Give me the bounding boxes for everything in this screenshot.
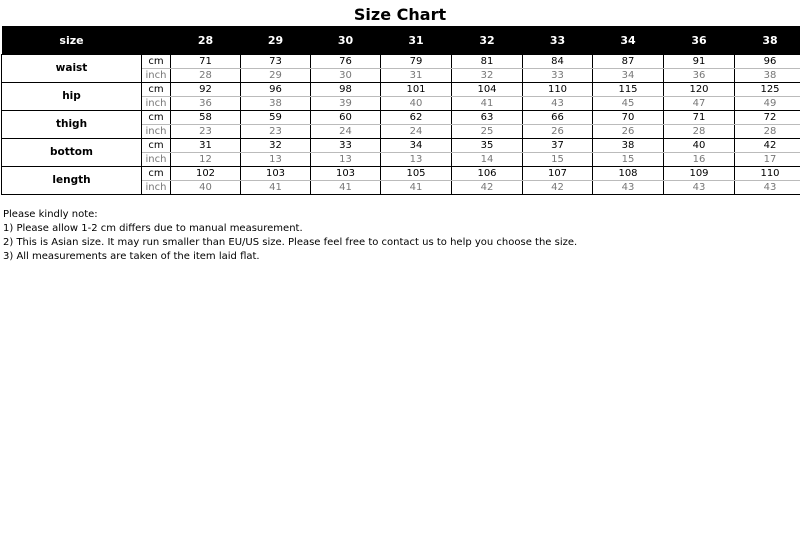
size-value-cell: 28 bbox=[664, 125, 735, 139]
measure-name: bottom bbox=[2, 139, 142, 167]
size-value-cell: 60 bbox=[311, 111, 381, 125]
size-value-cell: 42 bbox=[523, 181, 593, 195]
size-value-cell: 34 bbox=[593, 69, 664, 83]
size-value-cell: 91 bbox=[664, 55, 735, 69]
measure-row-cm bbox=[2, 55, 800, 69]
size-value-cell: 106 bbox=[452, 167, 523, 181]
size-value-cell: 108 bbox=[593, 167, 664, 181]
size-value-cell: 87 bbox=[593, 55, 664, 69]
size-value-cell: 43 bbox=[523, 97, 593, 111]
measure-name: length bbox=[2, 167, 142, 195]
size-value-cell: 110 bbox=[523, 83, 593, 97]
unit-label: cm bbox=[142, 83, 171, 97]
size-value-cell: 28 bbox=[171, 69, 241, 83]
measure-name: waist bbox=[2, 55, 142, 83]
note-item: 3) All measurements are taken of the item laid flat. bbox=[3, 251, 260, 262]
size-value-cell: 76 bbox=[311, 55, 381, 69]
size-value-cell: 33 bbox=[523, 69, 593, 83]
size-value-cell: 29 bbox=[241, 69, 311, 83]
size-value-cell: 36 bbox=[171, 97, 241, 111]
size-value-cell: 49 bbox=[735, 97, 800, 111]
size-value-cell: 30 bbox=[311, 69, 381, 83]
size-value-cell: 28 bbox=[735, 125, 800, 139]
size-value-cell: 38 bbox=[735, 69, 800, 83]
header-size-31: 31 bbox=[381, 26, 452, 55]
size-value-cell: 63 bbox=[452, 111, 523, 125]
size-value-cell: 102 bbox=[171, 167, 241, 181]
size-value-cell: 103 bbox=[311, 167, 381, 181]
unit-label: inch bbox=[142, 125, 171, 139]
size-value-cell: 36 bbox=[664, 69, 735, 83]
notes-section bbox=[3, 208, 793, 264]
header-size-29: 29 bbox=[241, 26, 311, 55]
size-value-cell: 24 bbox=[311, 125, 381, 139]
size-value-cell: 32 bbox=[241, 139, 311, 153]
notes-heading: Please kindly note: bbox=[3, 209, 98, 220]
header-size-38: 38 bbox=[735, 26, 800, 55]
size-value-cell: 12 bbox=[171, 153, 241, 167]
note-item: 2) This is Asian size. It may run smaller than EU/US size. Please feel free to contact us to help you choose the size. bbox=[3, 237, 578, 248]
unit-label: inch bbox=[142, 97, 171, 111]
size-value-cell: 92 bbox=[171, 83, 241, 97]
size-value-cell: 81 bbox=[452, 55, 523, 69]
header-size-label: size bbox=[2, 26, 142, 55]
size-value-cell: 37 bbox=[523, 139, 593, 153]
size-value-cell: 125 bbox=[735, 83, 800, 97]
size-value-cell: 66 bbox=[523, 111, 593, 125]
note-item: 1) Please allow 1-2 cm differs due to manual measurement. bbox=[3, 223, 303, 234]
size-value-cell: 26 bbox=[593, 125, 664, 139]
measure-row-cm bbox=[2, 167, 800, 181]
header-size-28: 28 bbox=[171, 26, 241, 55]
size-value-cell: 72 bbox=[735, 111, 800, 125]
size-value-cell: 24 bbox=[381, 125, 452, 139]
unit-label: cm bbox=[142, 55, 171, 69]
size-value-cell: 96 bbox=[735, 55, 800, 69]
size-value-cell: 105 bbox=[381, 167, 452, 181]
size-value-cell: 71 bbox=[171, 55, 241, 69]
size-value-cell: 32 bbox=[452, 69, 523, 83]
size-value-cell: 104 bbox=[452, 83, 523, 97]
header-size-30: 30 bbox=[311, 26, 381, 55]
size-value-cell: 103 bbox=[241, 167, 311, 181]
measure-name: thigh bbox=[2, 111, 142, 139]
size-value-cell: 59 bbox=[241, 111, 311, 125]
size-value-cell: 38 bbox=[593, 139, 664, 153]
measure-row-cm bbox=[2, 111, 800, 125]
size-value-cell: 109 bbox=[664, 167, 735, 181]
size-value-cell: 41 bbox=[241, 181, 311, 195]
size-chart-table bbox=[1, 26, 800, 195]
size-value-cell: 120 bbox=[664, 83, 735, 97]
header-unit-spacer bbox=[142, 26, 171, 55]
size-value-cell: 15 bbox=[523, 153, 593, 167]
size-value-cell: 41 bbox=[311, 181, 381, 195]
size-value-cell: 15 bbox=[593, 153, 664, 167]
size-value-cell: 16 bbox=[664, 153, 735, 167]
size-value-cell: 26 bbox=[523, 125, 593, 139]
size-value-cell: 31 bbox=[171, 139, 241, 153]
size-value-cell: 13 bbox=[241, 153, 311, 167]
size-value-cell: 42 bbox=[452, 181, 523, 195]
header-size-36: 36 bbox=[664, 26, 735, 55]
size-value-cell: 79 bbox=[381, 55, 452, 69]
size-value-cell: 73 bbox=[241, 55, 311, 69]
size-value-cell: 23 bbox=[241, 125, 311, 139]
size-value-cell: 14 bbox=[452, 153, 523, 167]
size-value-cell: 40 bbox=[664, 139, 735, 153]
size-value-cell: 41 bbox=[452, 97, 523, 111]
unit-label: cm bbox=[142, 111, 171, 125]
size-value-cell: 34 bbox=[381, 139, 452, 153]
size-value-cell: 45 bbox=[593, 97, 664, 111]
size-value-cell: 23 bbox=[171, 125, 241, 139]
size-value-cell: 43 bbox=[664, 181, 735, 195]
size-value-cell: 42 bbox=[735, 139, 800, 153]
size-value-cell: 40 bbox=[381, 97, 452, 111]
measure-name: hip bbox=[2, 83, 142, 111]
size-value-cell: 107 bbox=[523, 167, 593, 181]
size-value-cell: 62 bbox=[381, 111, 452, 125]
unit-label: cm bbox=[142, 167, 171, 181]
size-value-cell: 58 bbox=[171, 111, 241, 125]
measure-row-cm bbox=[2, 83, 800, 97]
size-value-cell: 110 bbox=[735, 167, 800, 181]
size-value-cell: 101 bbox=[381, 83, 452, 97]
size-value-cell: 13 bbox=[381, 153, 452, 167]
header-size-32: 32 bbox=[452, 26, 523, 55]
unit-label: cm bbox=[142, 139, 171, 153]
size-value-cell: 70 bbox=[593, 111, 664, 125]
size-value-cell: 38 bbox=[241, 97, 311, 111]
size-value-cell: 39 bbox=[311, 97, 381, 111]
size-value-cell: 31 bbox=[381, 69, 452, 83]
size-value-cell: 43 bbox=[593, 181, 664, 195]
header-row bbox=[2, 26, 800, 55]
size-value-cell: 40 bbox=[171, 181, 241, 195]
size-value-cell: 17 bbox=[735, 153, 800, 167]
measure-row-cm bbox=[2, 139, 800, 153]
size-value-cell: 47 bbox=[664, 97, 735, 111]
size-value-cell: 96 bbox=[241, 83, 311, 97]
size-value-cell: 43 bbox=[735, 181, 800, 195]
size-value-cell: 98 bbox=[311, 83, 381, 97]
size-value-cell: 84 bbox=[523, 55, 593, 69]
size-value-cell: 13 bbox=[311, 153, 381, 167]
unit-label: inch bbox=[142, 181, 171, 195]
size-value-cell: 35 bbox=[452, 139, 523, 153]
header-size-34: 34 bbox=[593, 26, 664, 55]
size-value-cell: 25 bbox=[452, 125, 523, 139]
unit-label: inch bbox=[142, 69, 171, 83]
page-title: Size Chart bbox=[353, 5, 447, 24]
size-value-cell: 71 bbox=[664, 111, 735, 125]
unit-label: inch bbox=[142, 153, 171, 167]
header-size-33: 33 bbox=[523, 26, 593, 55]
size-value-cell: 41 bbox=[381, 181, 452, 195]
size-value-cell: 115 bbox=[593, 83, 664, 97]
size-value-cell: 33 bbox=[311, 139, 381, 153]
